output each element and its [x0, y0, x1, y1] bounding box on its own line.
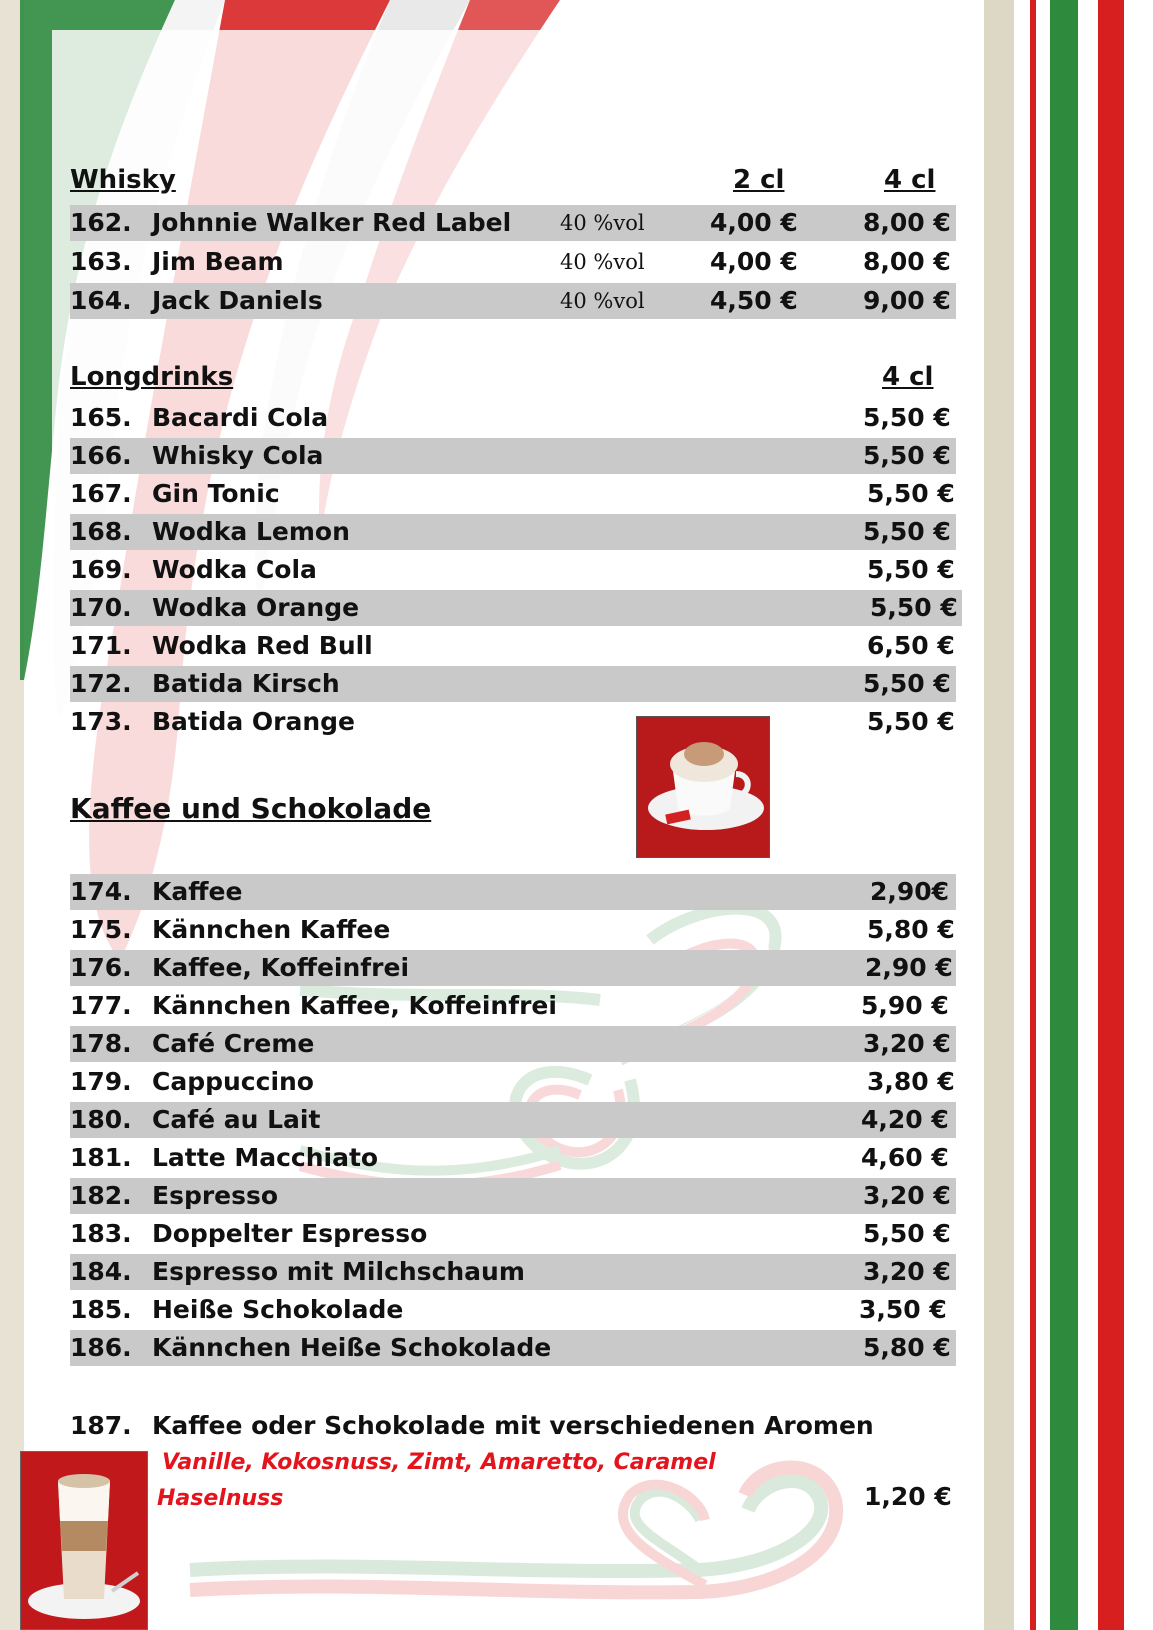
longdrinks-col-4cl: 4 cl	[882, 362, 934, 392]
item-price: 5,50 €	[867, 555, 955, 584]
item-name: Latte Macchiato	[152, 1143, 379, 1172]
menu-row	[70, 1026, 956, 1062]
item-number: 178.	[70, 1029, 132, 1058]
cappuccino-photo	[636, 716, 770, 858]
aromen-row	[70, 1408, 970, 1444]
item-price: 5,50 €	[867, 707, 955, 736]
menu-row	[70, 476, 956, 512]
menu-row	[70, 666, 956, 702]
menu-row	[70, 205, 956, 241]
item-volume: 40 %vol	[560, 211, 645, 235]
item-name: Jim Beam	[152, 247, 284, 276]
item-name: Gin Tonic	[152, 479, 280, 508]
item-price-4cl: 8,00 €	[863, 247, 951, 276]
item-number: 180.	[70, 1105, 132, 1134]
item-name: Espresso	[152, 1181, 279, 1210]
menu-row	[70, 912, 956, 948]
item-number: 179.	[70, 1067, 132, 1096]
menu-row	[70, 628, 956, 664]
menu-row	[70, 590, 962, 626]
item-name: Wodka Orange	[152, 593, 360, 622]
item-number: 186.	[70, 1333, 132, 1362]
item-name: Kännchen Heiße Schokolade	[152, 1333, 552, 1362]
item-price-2cl: 4,00 €	[710, 247, 798, 276]
item-number: 181.	[70, 1143, 132, 1172]
item-name: Cappuccino	[152, 1067, 314, 1096]
item-price: 5,50 €	[870, 593, 958, 622]
item-name: Bacardi Cola	[152, 403, 329, 432]
menu-row	[70, 283, 956, 319]
menu-row	[70, 1102, 956, 1138]
item-price: 5,90 €	[861, 991, 949, 1020]
whisky-col-2cl: 2 cl	[733, 165, 785, 195]
item-number: 172.	[70, 669, 132, 698]
item-price: 2,90 €	[865, 953, 953, 982]
item-number: 187.	[70, 1411, 132, 1440]
menu-row	[70, 1178, 956, 1214]
item-price: 2,90€	[870, 877, 950, 906]
item-number: 182.	[70, 1181, 132, 1210]
menu-row	[70, 1064, 956, 1100]
item-price-4cl: 8,00 €	[863, 208, 951, 237]
item-name: Café au Lait	[152, 1105, 321, 1134]
item-name: Johnnie Walker Red Label	[152, 208, 512, 237]
menu-row	[70, 1292, 956, 1328]
item-number: 167.	[70, 479, 132, 508]
item-price: 5,50 €	[863, 1219, 951, 1248]
item-name: Kaffee, Koffeinfrei	[152, 953, 410, 982]
item-number: 164.	[70, 286, 132, 315]
item-name: Batida Orange	[152, 707, 356, 736]
item-price: 5,50 €	[863, 669, 951, 698]
item-number: 163.	[70, 247, 132, 276]
item-price: 4,20 €	[861, 1105, 949, 1134]
menu-row	[70, 704, 956, 740]
item-price-4cl: 9,00 €	[863, 286, 951, 315]
item-name: Jack Daniels	[152, 286, 323, 315]
item-number: 174.	[70, 877, 132, 906]
item-number: 171.	[70, 631, 132, 660]
item-name: Doppelter Espresso	[152, 1219, 428, 1248]
item-volume: 40 %vol	[560, 289, 645, 313]
aroma-flavors-line1: Vanille, Kokosnuss, Zimt, Amaretto, Caramel	[162, 1450, 716, 1475]
whisky-col-4cl: 4 cl	[884, 165, 936, 195]
item-name: Wodka Red Bull	[152, 631, 373, 660]
item-name: Kaffee	[152, 877, 243, 906]
menu-row	[70, 1216, 956, 1252]
longdrinks-heading: Longdrinks	[70, 362, 234, 392]
item-price: 5,50 €	[867, 479, 955, 508]
item-name: Espresso mit Milchschaum	[152, 1257, 525, 1286]
item-number: 169.	[70, 555, 132, 584]
item-name: Batida Kirsch	[152, 669, 340, 698]
aroma-price: 1,20 €	[864, 1482, 952, 1511]
item-name: Kännchen Kaffee	[152, 915, 391, 944]
menu-row	[70, 1254, 956, 1290]
item-number: 165.	[70, 403, 132, 432]
item-name: Kännchen Kaffee, Koffeinfrei	[152, 991, 557, 1020]
item-price: 3,20 €	[863, 1029, 951, 1058]
item-number: 170.	[70, 593, 132, 622]
menu-row	[70, 244, 956, 280]
menu-row	[70, 950, 956, 986]
item-number: 183.	[70, 1219, 132, 1248]
item-price: 5,80 €	[867, 915, 955, 944]
item-volume: 40 %vol	[560, 250, 645, 274]
item-price-2cl: 4,00 €	[710, 208, 798, 237]
menu-row	[70, 400, 956, 436]
item-number: 175.	[70, 915, 132, 944]
item-price: 3,20 €	[863, 1181, 951, 1210]
item-price: 3,50 €	[859, 1295, 947, 1324]
item-number: 184.	[70, 1257, 132, 1286]
aroma-flavors-line2: Haselnuss	[157, 1486, 284, 1511]
item-number: 168.	[70, 517, 132, 546]
item-price: 5,50 €	[863, 517, 951, 546]
menu-row	[70, 988, 956, 1024]
item-name: Kaffee oder Schokolade mit verschiedenen Aromen	[152, 1411, 874, 1440]
menu-row	[70, 1140, 956, 1176]
item-number: 166.	[70, 441, 132, 470]
item-price: 3,80 €	[867, 1067, 955, 1096]
item-number: 162.	[70, 208, 132, 237]
item-name: Wodka Cola	[152, 555, 317, 584]
item-name: Whisky Cola	[152, 441, 324, 470]
whisky-heading: Whisky	[70, 165, 176, 195]
item-price-2cl: 4,50 €	[710, 286, 798, 315]
item-price: 5,50 €	[863, 403, 951, 432]
item-number: 173.	[70, 707, 132, 736]
menu-row	[70, 438, 956, 474]
menu-row	[70, 874, 956, 910]
item-number: 185.	[70, 1295, 132, 1324]
menu-row	[70, 552, 956, 588]
item-price: 4,60 €	[861, 1143, 949, 1172]
item-price: 5,50 €	[863, 441, 951, 470]
item-name: Heiße Schokolade	[152, 1295, 404, 1324]
item-number: 177.	[70, 991, 132, 1020]
item-price: 3,20 €	[863, 1257, 951, 1286]
item-name: Wodka Lemon	[152, 517, 350, 546]
item-price: 5,80 €	[863, 1333, 951, 1362]
item-number: 176.	[70, 953, 132, 982]
menu-row	[70, 514, 956, 550]
latte-macchiato-photo	[20, 1451, 148, 1630]
menu-row	[70, 1330, 956, 1366]
kaffee-heading: Kaffee und Schokolade	[70, 792, 432, 825]
item-price: 6,50 €	[867, 631, 955, 660]
item-name: Café Creme	[152, 1029, 315, 1058]
